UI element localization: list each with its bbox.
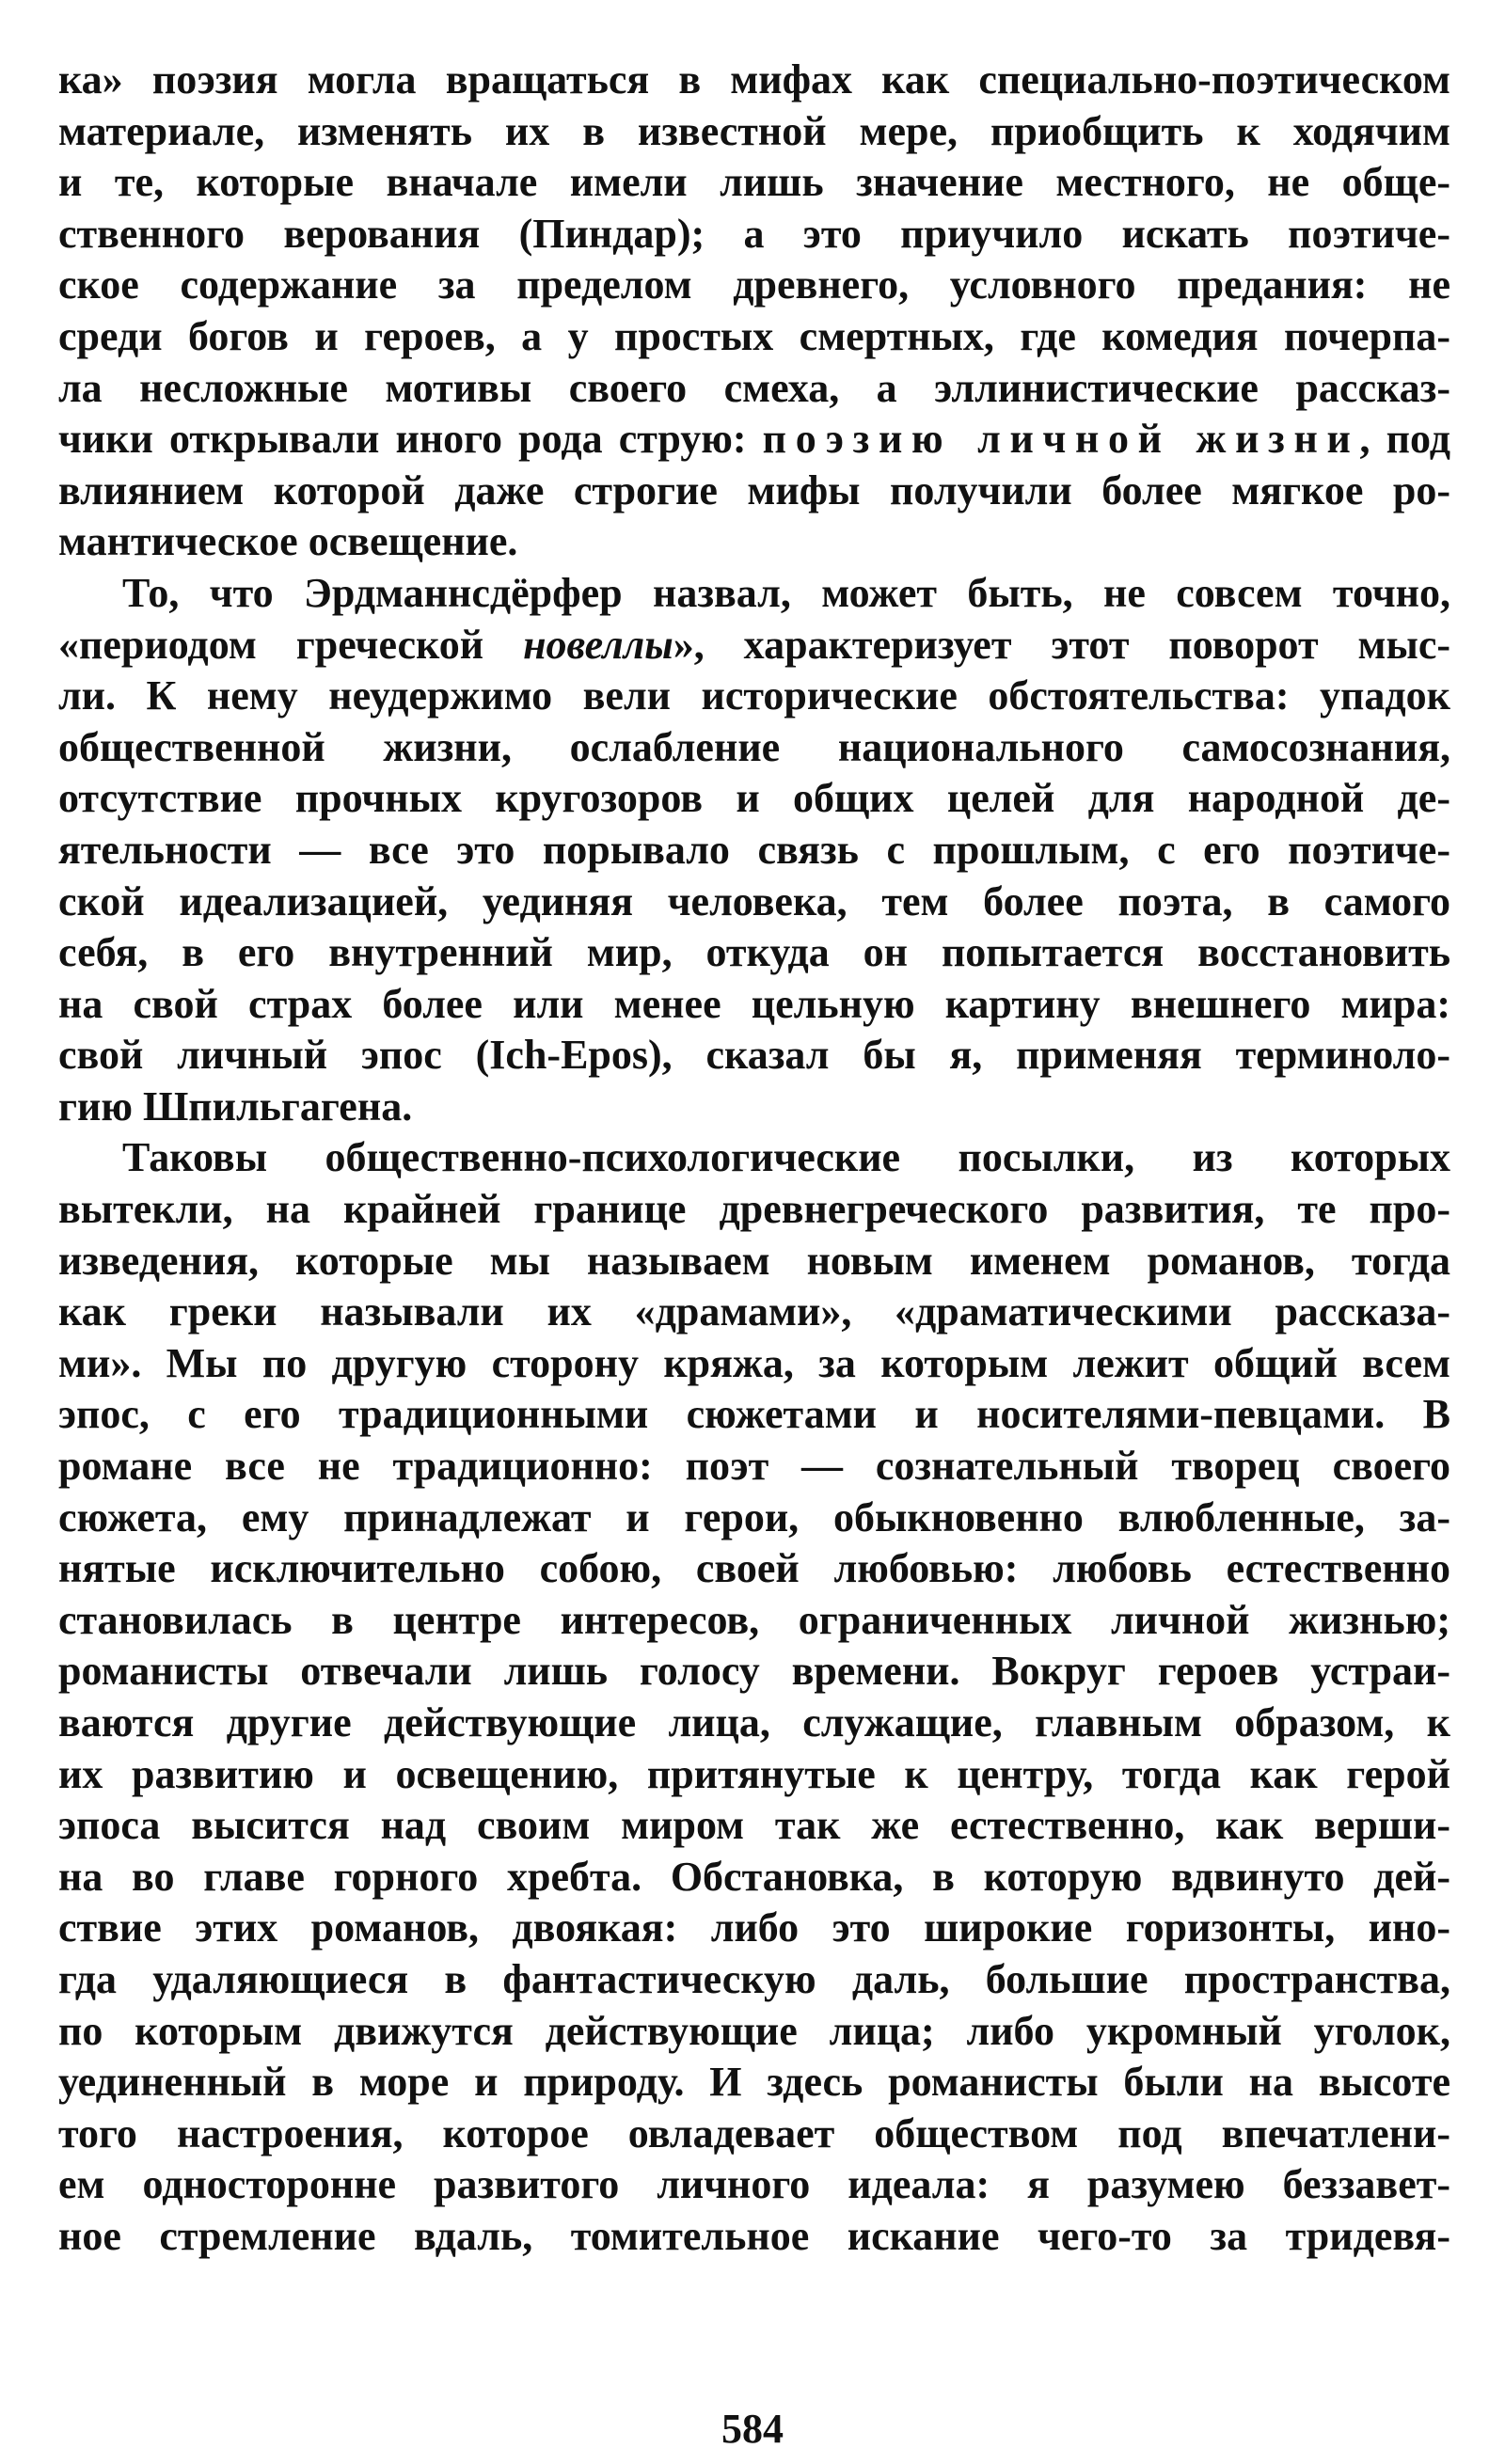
text-line: на во главе горного хребта. Обстановка, в которую вдвинуто дей- <box>58 1853 1450 1900</box>
text-line: ствие этих романов, двоякая: либо это широкие горизонты, ино- <box>58 1904 1450 1951</box>
italic-emphasis: новеллы <box>523 621 673 668</box>
text-line <box>58 620 1450 671</box>
text-line: ской идеализацией, уединяя человека, тем более поэта, в самого <box>58 877 1450 924</box>
text-line: ла несложные мотивы своего смеха, а эллинистические рассказ- <box>58 364 1450 411</box>
spaced-emphasis: поэзию личной жизни <box>762 416 1360 463</box>
text-run: чики открывали иного рода струю: <box>58 416 763 463</box>
text-line: ми». Мы по другую сторону кряжа, за которым лежит общий всем <box>58 1339 1450 1386</box>
text-line: уединенный в море и природу. И здесь романисты были на высоте <box>58 2059 1450 2106</box>
text-line: среди богов и героев, а у простых смертных, где комедия почерпа- <box>58 312 1450 359</box>
text-line: материале, изменять их в известной мере, приобщить к ходячим <box>58 107 1450 154</box>
text-line: ятельности — все это порывало связь с прошлым, с его поэтиче- <box>58 826 1450 873</box>
text-line: отсутствие прочных кругозоров и общих целей для народной де- <box>58 775 1450 822</box>
text-line: нятые исключительно собою, своей любовью: любовь естественно <box>58 1545 1450 1592</box>
body-text <box>58 55 1450 2263</box>
text-line: влиянием которой даже строгие мифы получили более мягкое ро- <box>58 466 1450 513</box>
text-line: романе все не традиционно: поэт — сознательный творец своего <box>58 1443 1450 1490</box>
text-line: гда удаляющиеся в фантастическую даль, большие пространства, <box>58 1955 1450 2002</box>
text-run: », характеризует этот поворот мыс- <box>673 621 1451 668</box>
text-line: сюжета, ему принадлежат и герои, обыкновенно влюбленные, за- <box>58 1493 1450 1540</box>
text-line: мантическое освещение. <box>58 518 518 565</box>
text-line: и те, которые вначале имели лишь значение местного, не обще- <box>58 159 1450 206</box>
text-line: гию Шпильгагена. <box>58 1082 413 1129</box>
text-line: себя, в его внутренний мир, откуда он попытается восстановить <box>58 929 1450 976</box>
text-line: ка» поэзия могла вращаться в мифах как специально-поэтическом <box>58 56 1450 103</box>
text-line <box>58 414 1450 466</box>
page-number: 584 <box>721 2406 784 2452</box>
text-line: как греки называли их «драмами», «драматическими рассказа- <box>58 1288 1450 1335</box>
text-line: ли. К нему неудержимо вели исторические обстоятельства: упадок <box>58 672 1450 719</box>
text-line: на свой страх более или менее цельную картину внешнего мира: <box>58 980 1450 1027</box>
text-line: ем односторонне развитого личного идеала: я разумею беззавет- <box>58 2161 1450 2208</box>
text-line: романисты отвечали лишь голосу времени. Вокруг героев устраи- <box>58 1648 1450 1695</box>
text-line: общественной жизни, ослабление национального самосознания, <box>58 723 1450 770</box>
text-run: , под <box>1359 416 1450 463</box>
text-line: их развитию и освещению, притянутые к центру, тогда как герой <box>58 1750 1450 1797</box>
text-run: «периодом греческой <box>58 621 524 668</box>
text-line: То, что Эрдманнсдёрфер назвал, может быть, не совсем точно, <box>122 569 1450 616</box>
text-line: изведения, которые мы называем новым именем романов, тогда <box>58 1237 1450 1284</box>
paragraph <box>58 55 1450 568</box>
paragraph <box>58 568 1450 1133</box>
text-line: эпос, с его традиционными сюжетами и носителями-певцами. В <box>58 1391 1450 1438</box>
text-line: по которым движутся действующие лица; либо укромный уголок, <box>58 2007 1450 2054</box>
text-line: ваются другие действующие лица, служащие, главным образом, к <box>58 1699 1450 1745</box>
paragraph <box>58 1132 1450 2262</box>
text-line: становилась в центре интересов, ограниченных личной жизнью; <box>58 1596 1450 1643</box>
text-line: ное стремление вдаль, томительное искание чего-то за тридевя- <box>58 2212 1450 2259</box>
text-line: Таковы общественно-психологические посылки, из которых <box>122 1134 1450 1181</box>
text-line: того настроения, которое овладевает обществом под впечатлени- <box>58 2109 1450 2156</box>
text-line: ственного верования (Пиндар); а это приучило искать поэтиче- <box>58 210 1450 257</box>
text-line: свой личный эпос (Ich-Epos), сказал бы я, применяя терминоло- <box>58 1032 1450 1079</box>
text-line: эпоса высится над своим миром так же естественно, как верши- <box>58 1802 1450 1849</box>
text-line: вытекли, на крайней границе древнегреческого развития, те про- <box>58 1186 1450 1233</box>
text-line: ское содержание за пределом древнего, условного предания: не <box>58 261 1450 308</box>
